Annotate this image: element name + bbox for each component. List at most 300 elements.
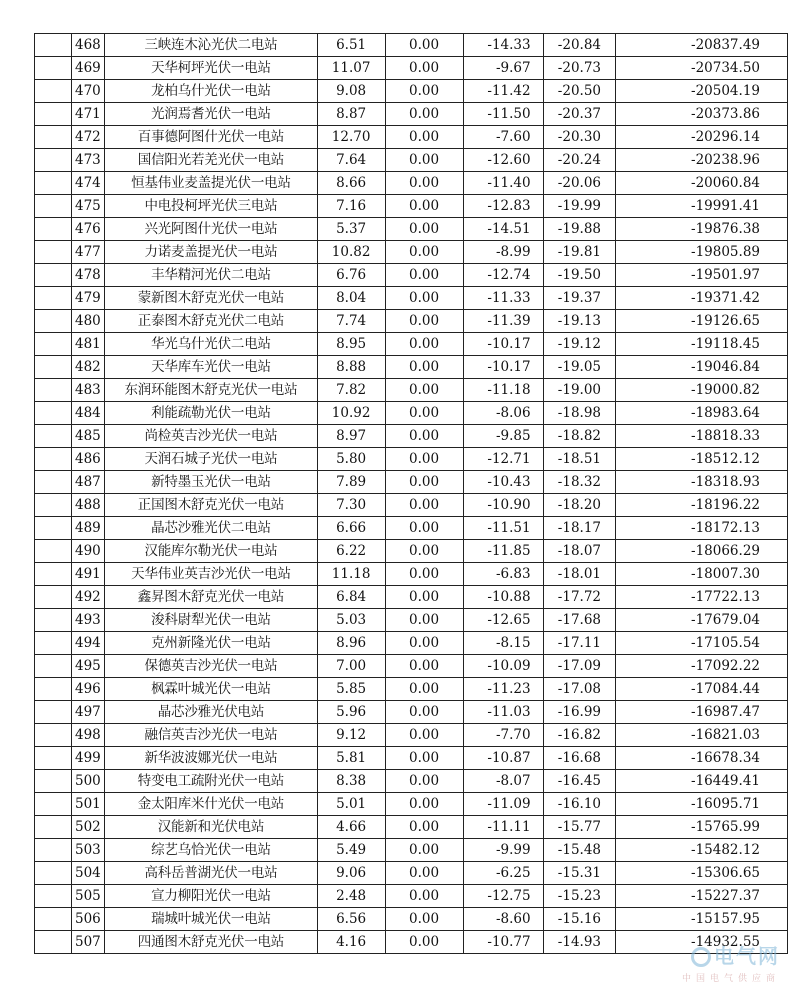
row-number: 498 [71,724,105,747]
value-col-2: 0.00 [385,103,463,126]
value-col-1: 5.37 [317,218,385,241]
table-row [35,333,788,356]
table-row [35,540,788,563]
station-name: 新华波波娜光伏一电站 [105,747,317,770]
blank-cell [35,172,72,195]
station-name: 百事德阿图什光伏一电站 [105,126,317,149]
station-name: 浚科尉犁光伏一电站 [105,609,317,632]
value-col-1: 7.00 [317,655,385,678]
value-col-4: -17.08 [543,678,615,701]
row-number: 470 [71,80,105,103]
value-col-1: 6.84 [317,586,385,609]
value-col-5: -18818.33 [616,425,788,448]
value-col-5: -18983.64 [616,402,788,425]
value-col-2: 0.00 [385,379,463,402]
value-col-5: -17722.13 [616,586,788,609]
value-col-3: -9.85 [463,425,543,448]
table-row [35,770,788,793]
value-col-1: 7.30 [317,494,385,517]
station-name: 新特墨玉光伏一电站 [105,471,317,494]
value-col-2: 0.00 [385,195,463,218]
value-col-1: 8.96 [317,632,385,655]
value-col-4: -19.88 [543,218,615,241]
value-col-4: -20.73 [543,57,615,80]
value-col-5: -19501.97 [616,264,788,287]
value-col-4: -16.45 [543,770,615,793]
value-col-4: -20.37 [543,103,615,126]
value-col-5: -15306.65 [616,862,788,885]
value-col-4: -18.82 [543,425,615,448]
value-col-4: -16.82 [543,724,615,747]
value-col-1: 10.82 [317,241,385,264]
value-col-1: 8.04 [317,287,385,310]
value-col-5: -15227.37 [616,885,788,908]
value-col-2: 0.00 [385,747,463,770]
value-col-5: -15765.99 [616,816,788,839]
blank-cell [35,793,72,816]
station-name: 保德英吉沙光伏一电站 [105,655,317,678]
value-col-1: 9.08 [317,80,385,103]
table-row [35,218,788,241]
value-col-2: 0.00 [385,57,463,80]
row-number: 468 [71,34,105,57]
value-col-5: -18318.93 [616,471,788,494]
row-number: 482 [71,356,105,379]
blank-cell [35,908,72,931]
value-col-1: 7.82 [317,379,385,402]
station-name: 特变电工疏附光伏一电站 [105,770,317,793]
value-col-1: 6.22 [317,540,385,563]
blank-cell [35,609,72,632]
value-col-3: -11.03 [463,701,543,724]
table-row [35,862,788,885]
value-col-3: -12.65 [463,609,543,632]
value-col-2: 0.00 [385,494,463,517]
value-col-4: -15.48 [543,839,615,862]
value-col-3: -12.71 [463,448,543,471]
value-col-4: -19.05 [543,356,615,379]
value-col-5: -16095.71 [616,793,788,816]
blank-cell [35,885,72,908]
value-col-2: 0.00 [385,609,463,632]
value-col-3: -11.50 [463,103,543,126]
value-col-3: -11.23 [463,678,543,701]
value-col-4: -19.81 [543,241,615,264]
station-name: 宣力柳阳光伏一电站 [105,885,317,908]
value-col-4: -20.84 [543,34,615,57]
value-col-2: 0.00 [385,816,463,839]
table-row [35,609,788,632]
station-name: 力诺麦盖提光伏一电站 [105,241,317,264]
value-col-1: 8.97 [317,425,385,448]
value-col-1: 5.85 [317,678,385,701]
blank-cell [35,402,72,425]
row-number: 503 [71,839,105,862]
blank-cell [35,839,72,862]
row-number: 491 [71,563,105,586]
row-number: 485 [71,425,105,448]
value-col-5: -20238.96 [616,149,788,172]
value-col-1: 7.74 [317,310,385,333]
value-col-3: -10.87 [463,747,543,770]
value-col-4: -18.01 [543,563,615,586]
row-number: 484 [71,402,105,425]
value-col-1: 7.64 [317,149,385,172]
value-col-1: 8.95 [317,333,385,356]
value-col-2: 0.00 [385,356,463,379]
value-col-2: 0.00 [385,425,463,448]
row-number: 494 [71,632,105,655]
station-name: 丰华精河光伏二电站 [105,264,317,287]
value-col-4: -14.93 [543,931,615,954]
row-number: 495 [71,655,105,678]
value-col-1: 5.03 [317,609,385,632]
table-row [35,724,788,747]
station-name: 晶芯沙雅光伏二电站 [105,517,317,540]
value-col-3: -12.75 [463,885,543,908]
value-col-2: 0.00 [385,471,463,494]
value-col-5: -19805.89 [616,241,788,264]
value-col-2: 0.00 [385,241,463,264]
value-col-4: -20.24 [543,149,615,172]
row-number: 471 [71,103,105,126]
row-number: 481 [71,333,105,356]
value-col-3: -10.09 [463,655,543,678]
value-col-3: -12.83 [463,195,543,218]
value-col-4: -19.99 [543,195,615,218]
station-name: 克州新隆光伏一电站 [105,632,317,655]
value-col-3: -14.33 [463,34,543,57]
value-col-3: -11.18 [463,379,543,402]
station-name: 四通图木舒克光伏一电站 [105,931,317,954]
value-col-4: -19.12 [543,333,615,356]
row-number: 501 [71,793,105,816]
value-col-2: 0.00 [385,632,463,655]
value-col-1: 8.88 [317,356,385,379]
value-col-2: 0.00 [385,149,463,172]
station-name: 华光乌什光伏二电站 [105,333,317,356]
blank-cell [35,126,72,149]
value-col-4: -19.00 [543,379,615,402]
blank-cell [35,310,72,333]
station-name: 汉能新和光伏电站 [105,816,317,839]
value-col-3: -11.40 [463,172,543,195]
row-number: 505 [71,885,105,908]
station-name: 融信英吉沙光伏一电站 [105,724,317,747]
blank-cell [35,563,72,586]
value-col-1: 12.70 [317,126,385,149]
blank-cell [35,770,72,793]
station-name: 正国图木舒克光伏一电站 [105,494,317,517]
value-col-4: -17.09 [543,655,615,678]
table-row [35,793,788,816]
table-row [35,310,788,333]
value-col-3: -11.39 [463,310,543,333]
value-col-5: -17679.04 [616,609,788,632]
value-col-2: 0.00 [385,310,463,333]
blank-cell [35,80,72,103]
value-col-3: -7.70 [463,724,543,747]
value-col-2: 0.00 [385,333,463,356]
row-number: 478 [71,264,105,287]
table-row [35,448,788,471]
table-row [35,195,788,218]
value-col-1: 9.12 [317,724,385,747]
row-number: 506 [71,908,105,931]
table-row [35,356,788,379]
station-name: 尚检英吉沙光伏一电站 [105,425,317,448]
table-row [35,172,788,195]
logo-mark-icon [691,947,711,967]
value-col-5: -17105.54 [616,632,788,655]
table-row [35,816,788,839]
watermark-logo-text: 电气网 [714,944,780,968]
value-col-1: 11.07 [317,57,385,80]
value-col-1: 10.92 [317,402,385,425]
value-col-4: -20.06 [543,172,615,195]
value-col-3: -8.99 [463,241,543,264]
value-col-2: 0.00 [385,287,463,310]
blank-cell [35,678,72,701]
station-name: 瑞城叶城光伏一电站 [105,908,317,931]
table-row [35,149,788,172]
value-col-1: 4.66 [317,816,385,839]
table-row [35,264,788,287]
value-col-2: 0.00 [385,678,463,701]
row-number: 477 [71,241,105,264]
watermark-logo [682,940,780,969]
table-row [35,885,788,908]
table-row [35,126,788,149]
row-number: 486 [71,448,105,471]
station-name: 综艺乌恰光伏一电站 [105,839,317,862]
value-col-3: -8.60 [463,908,543,931]
table-row [35,701,788,724]
value-col-3: -11.09 [463,793,543,816]
value-col-3: -11.51 [463,517,543,540]
value-col-4: -17.11 [543,632,615,655]
value-col-1: 5.81 [317,747,385,770]
value-col-3: -12.74 [463,264,543,287]
blank-cell [35,379,72,402]
table-row [35,57,788,80]
station-name: 兴光阿图什光伏一电站 [105,218,317,241]
value-col-2: 0.00 [385,34,463,57]
value-col-2: 0.00 [385,908,463,931]
station-name: 光润焉耆光伏一电站 [105,103,317,126]
row-number: 504 [71,862,105,885]
station-name: 晶芯沙雅光伏电站 [105,701,317,724]
station-name: 天华柯坪光伏一电站 [105,57,317,80]
table-body [35,34,788,954]
row-number: 500 [71,770,105,793]
value-col-3: -6.83 [463,563,543,586]
blank-cell [35,747,72,770]
value-col-5: -18172.13 [616,517,788,540]
value-col-1: 4.16 [317,931,385,954]
station-name: 高科岳普湖光伏一电站 [105,862,317,885]
row-number: 492 [71,586,105,609]
blank-cell [35,241,72,264]
table-row [35,632,788,655]
blank-cell [35,701,72,724]
value-col-3: -11.11 [463,816,543,839]
value-col-4: -19.13 [543,310,615,333]
value-col-1: 8.87 [317,103,385,126]
blank-cell [35,471,72,494]
blank-cell [35,448,72,471]
value-col-5: -20504.19 [616,80,788,103]
value-col-4: -16.68 [543,747,615,770]
value-col-3: -9.99 [463,839,543,862]
table-row [35,34,788,57]
table-row [35,655,788,678]
blank-cell [35,287,72,310]
table-row [35,425,788,448]
value-col-1: 5.01 [317,793,385,816]
table-row [35,908,788,931]
blank-cell [35,425,72,448]
row-number: 472 [71,126,105,149]
value-col-5: -20837.49 [616,34,788,57]
blank-cell [35,264,72,287]
row-number: 502 [71,816,105,839]
station-name: 三峡连木沁光伏二电站 [105,34,317,57]
value-col-5: -20734.50 [616,57,788,80]
value-col-4: -18.20 [543,494,615,517]
value-col-4: -18.98 [543,402,615,425]
value-col-4: -17.68 [543,609,615,632]
value-col-5: -15482.12 [616,839,788,862]
value-col-5: -19118.45 [616,333,788,356]
value-col-2: 0.00 [385,402,463,425]
value-col-2: 0.00 [385,80,463,103]
value-col-2: 0.00 [385,517,463,540]
value-col-3: -10.88 [463,586,543,609]
value-col-1: 5.49 [317,839,385,862]
value-col-4: -18.51 [543,448,615,471]
row-number: 475 [71,195,105,218]
value-col-2: 0.00 [385,172,463,195]
table-row [35,287,788,310]
blank-cell [35,356,72,379]
value-col-5: -18196.22 [616,494,788,517]
row-number: 480 [71,310,105,333]
blank-cell [35,333,72,356]
blank-cell [35,586,72,609]
station-name: 蒙新图木舒克光伏一电站 [105,287,317,310]
value-col-3: -10.17 [463,333,543,356]
value-col-1: 9.06 [317,862,385,885]
station-name: 鑫昇图木舒克光伏一电站 [105,586,317,609]
value-col-1: 7.89 [317,471,385,494]
blank-cell [35,57,72,80]
value-col-4: -16.10 [543,793,615,816]
table-row [35,471,788,494]
row-number: 493 [71,609,105,632]
value-col-3: -10.90 [463,494,543,517]
value-col-5: -16678.34 [616,747,788,770]
value-col-3: -10.17 [463,356,543,379]
value-col-2: 0.00 [385,931,463,954]
value-col-2: 0.00 [385,448,463,471]
value-col-5: -14932.55 [616,931,788,954]
value-col-3: -12.60 [463,149,543,172]
table-row [35,103,788,126]
value-col-5: -19046.84 [616,356,788,379]
station-name: 金太阳库米什光伏一电站 [105,793,317,816]
station-name: 恒基伟业麦盖提光伏一电站 [105,172,317,195]
value-col-1: 7.16 [317,195,385,218]
value-col-2: 0.00 [385,126,463,149]
value-col-1: 5.80 [317,448,385,471]
value-col-5: -18007.30 [616,563,788,586]
value-col-2: 0.00 [385,724,463,747]
value-col-2: 0.00 [385,770,463,793]
value-col-2: 0.00 [385,540,463,563]
table-row [35,402,788,425]
blank-cell [35,862,72,885]
watermark-subtitle: 中国电气供应商 [681,974,780,984]
row-number: 483 [71,379,105,402]
value-col-1: 8.38 [317,770,385,793]
row-number: 487 [71,471,105,494]
value-col-2: 0.00 [385,264,463,287]
value-col-1: 6.66 [317,517,385,540]
value-col-4: -19.50 [543,264,615,287]
row-number: 489 [71,517,105,540]
row-number: 507 [71,931,105,954]
row-number: 499 [71,747,105,770]
station-name: 东润环能图木舒克光伏一电站 [105,379,317,402]
watermark [682,940,780,984]
row-number: 476 [71,218,105,241]
blank-cell [35,103,72,126]
station-name: 龙柏乌什光伏一电站 [105,80,317,103]
value-col-5: -15157.95 [616,908,788,931]
table-row [35,563,788,586]
value-col-2: 0.00 [385,655,463,678]
station-name: 天华库车光伏一电站 [105,356,317,379]
value-col-5: -17084.44 [616,678,788,701]
blank-cell [35,149,72,172]
value-col-3: -14.51 [463,218,543,241]
station-name: 天华伟业英吉沙光伏一电站 [105,563,317,586]
value-col-5: -20373.86 [616,103,788,126]
value-col-5: -20060.84 [616,172,788,195]
value-col-4: -18.07 [543,540,615,563]
station-name: 枫霖叶城光伏一电站 [105,678,317,701]
table-row [35,80,788,103]
value-col-4: -20.50 [543,80,615,103]
station-name: 汉能库尔勒光伏一电站 [105,540,317,563]
value-col-3: -6.25 [463,862,543,885]
table-row [35,241,788,264]
value-col-2: 0.00 [385,586,463,609]
value-col-3: -11.33 [463,287,543,310]
value-col-3: -11.42 [463,80,543,103]
table-row [35,747,788,770]
data-table [34,33,788,954]
value-col-1: 6.51 [317,34,385,57]
value-col-2: 0.00 [385,218,463,241]
value-col-3: -10.77 [463,931,543,954]
value-col-4: -15.77 [543,816,615,839]
blank-cell [35,931,72,954]
value-col-2: 0.00 [385,862,463,885]
table-row [35,586,788,609]
blank-cell [35,816,72,839]
